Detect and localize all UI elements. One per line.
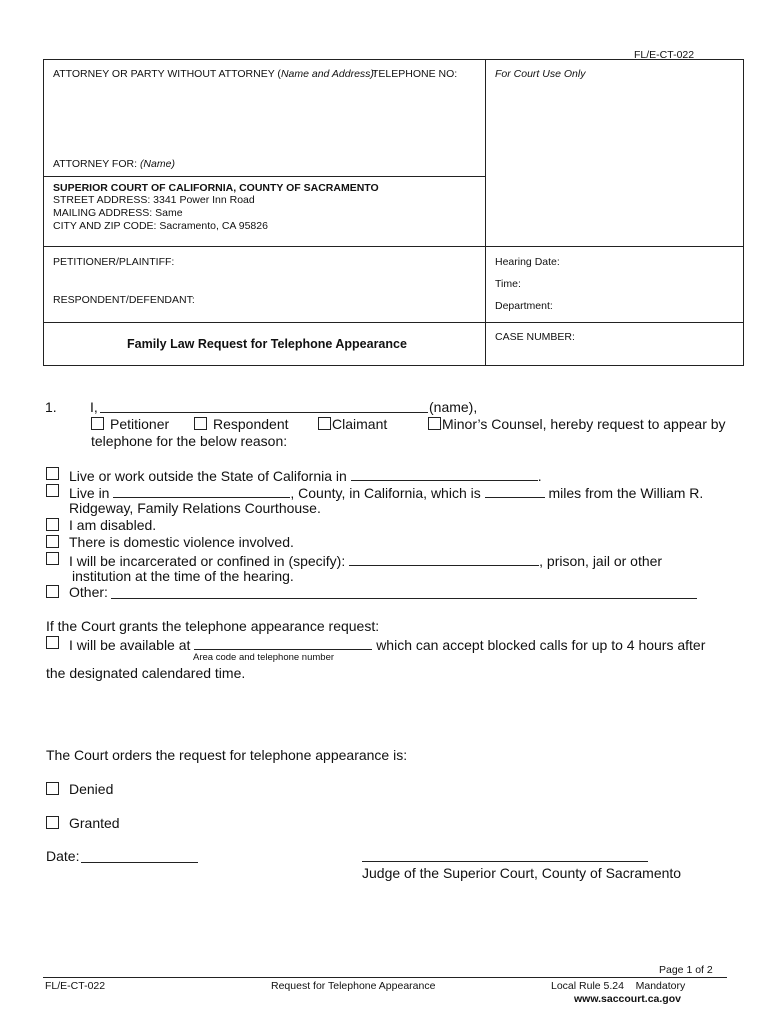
name-line[interactable] bbox=[100, 412, 428, 413]
reason-incarcerated: I will be incarcerated or confined in (specify): , prison, jail or other bbox=[69, 553, 663, 569]
denied-checkbox[interactable] bbox=[46, 782, 59, 795]
granted-label: Granted bbox=[69, 815, 120, 831]
granted-checkbox[interactable] bbox=[46, 816, 59, 829]
header-divider bbox=[485, 59, 486, 366]
availability-intro: If the Court grants the telephone appearance request: bbox=[46, 618, 380, 634]
form-id-top: FL/E-CT-022 bbox=[634, 49, 695, 61]
other-line[interactable] bbox=[111, 598, 697, 599]
petitioner-label: PETITIONER/PLAINTIFF: bbox=[53, 256, 175, 268]
form-title: Family Law Request for Telephone Appearance bbox=[127, 337, 407, 351]
date-label: Date: bbox=[46, 848, 80, 864]
claimant-option: Claimant bbox=[332, 416, 388, 432]
reason-outside-ca: Live or work outside the State of California in . bbox=[69, 468, 542, 484]
footer-title: Request for Telephone Appearance bbox=[271, 980, 436, 992]
area-code-caption: Area code and telephone number bbox=[193, 652, 335, 663]
order-heading: The Court orders the request for telephone appearance is: bbox=[46, 747, 408, 763]
phone-blank[interactable] bbox=[194, 635, 372, 650]
respondent-option: Respondent bbox=[213, 416, 289, 432]
header-rule-3 bbox=[43, 322, 744, 323]
judge-caption: Judge of the Superior Court, County of Sacramento bbox=[362, 865, 682, 881]
header-rule-2 bbox=[43, 246, 744, 247]
reason-dv-checkbox[interactable] bbox=[46, 535, 59, 548]
hearing-date-label: Hearing Date: bbox=[495, 256, 560, 268]
reason-incarcerated-checkbox[interactable] bbox=[46, 552, 59, 565]
denied-label: Denied bbox=[69, 781, 114, 797]
respondent-label: RESPONDENT/DEFENDANT: bbox=[53, 294, 195, 306]
telephone-label: TELEPHONE NO: bbox=[372, 68, 458, 80]
footer-website[interactable]: www.saccourt.ca.gov bbox=[574, 993, 681, 1005]
respondent-checkbox[interactable] bbox=[194, 417, 207, 430]
court-use-label: For Court Use Only bbox=[495, 68, 586, 80]
date-line[interactable] bbox=[81, 862, 198, 863]
city-zip: CITY AND ZIP CODE: Sacramento, CA 95826 bbox=[53, 220, 268, 232]
judge-signature-line[interactable] bbox=[362, 861, 648, 862]
county-blank[interactable] bbox=[113, 483, 290, 498]
street-address: STREET ADDRESS: 3341 Power Inn Road bbox=[53, 194, 255, 206]
minors-counsel-checkbox[interactable] bbox=[428, 417, 441, 430]
attorney-label: ATTORNEY OR PARTY WITHOUT ATTORNEY (Name and Address): bbox=[53, 68, 377, 80]
reason-outside-ca-checkbox[interactable] bbox=[46, 467, 59, 480]
attorney-for-label: ATTORNEY FOR: (Name) bbox=[53, 158, 175, 170]
reason-incarcerated-cont: institution at the time of the hearing. bbox=[72, 568, 294, 584]
department-label: Department: bbox=[495, 300, 553, 312]
header-rule-1 bbox=[43, 176, 485, 177]
footer-rule-text: Local Rule 5.24 Mandatory bbox=[551, 980, 686, 992]
reason-live-in-cont: Ridgeway, Family Relations Courthouse. bbox=[69, 500, 321, 516]
reason-disabled-checkbox[interactable] bbox=[46, 518, 59, 531]
page-number: Page 1 of 2 bbox=[659, 964, 713, 976]
reason-other-checkbox[interactable] bbox=[46, 585, 59, 598]
facility-blank[interactable] bbox=[349, 551, 539, 566]
time-label: Time: bbox=[495, 278, 521, 290]
reason-other: Other: bbox=[69, 584, 108, 600]
mailing-address: MAILING ADDRESS: Same bbox=[53, 207, 183, 219]
available-at: I will be available at which can accept blocked calls for up to 4 hours after bbox=[69, 637, 706, 653]
state-blank[interactable] bbox=[351, 466, 538, 481]
item-number: 1. bbox=[45, 399, 57, 415]
petitioner-checkbox[interactable] bbox=[91, 417, 104, 430]
telephone-reason: telephone for the below reason: bbox=[91, 433, 288, 449]
name-label: (name), bbox=[429, 399, 478, 415]
reason-live-in: Live in , County, in California, which is miles from the William R. bbox=[69, 485, 704, 501]
miles-blank[interactable] bbox=[485, 483, 545, 498]
designated-time: the designated calendared time. bbox=[46, 665, 246, 681]
reason-dv: There is domestic violence involved. bbox=[69, 534, 294, 550]
case-number-label: CASE NUMBER: bbox=[495, 331, 575, 343]
i-label: I, bbox=[90, 399, 98, 415]
claimant-checkbox[interactable] bbox=[318, 417, 331, 430]
court-name: SUPERIOR COURT OF CALIFORNIA, COUNTY OF SACRAMENTO bbox=[53, 182, 379, 194]
reason-disabled: I am disabled. bbox=[69, 517, 157, 533]
minors-counsel-option: Minor’s Counsel, hereby request to appear by bbox=[442, 416, 726, 432]
reason-live-in-checkbox[interactable] bbox=[46, 484, 59, 497]
available-checkbox[interactable] bbox=[46, 636, 59, 649]
petitioner-option: Petitioner bbox=[110, 416, 170, 432]
footer-rule bbox=[43, 977, 727, 978]
footer-form-id: FL/E-CT-022 bbox=[45, 980, 106, 992]
